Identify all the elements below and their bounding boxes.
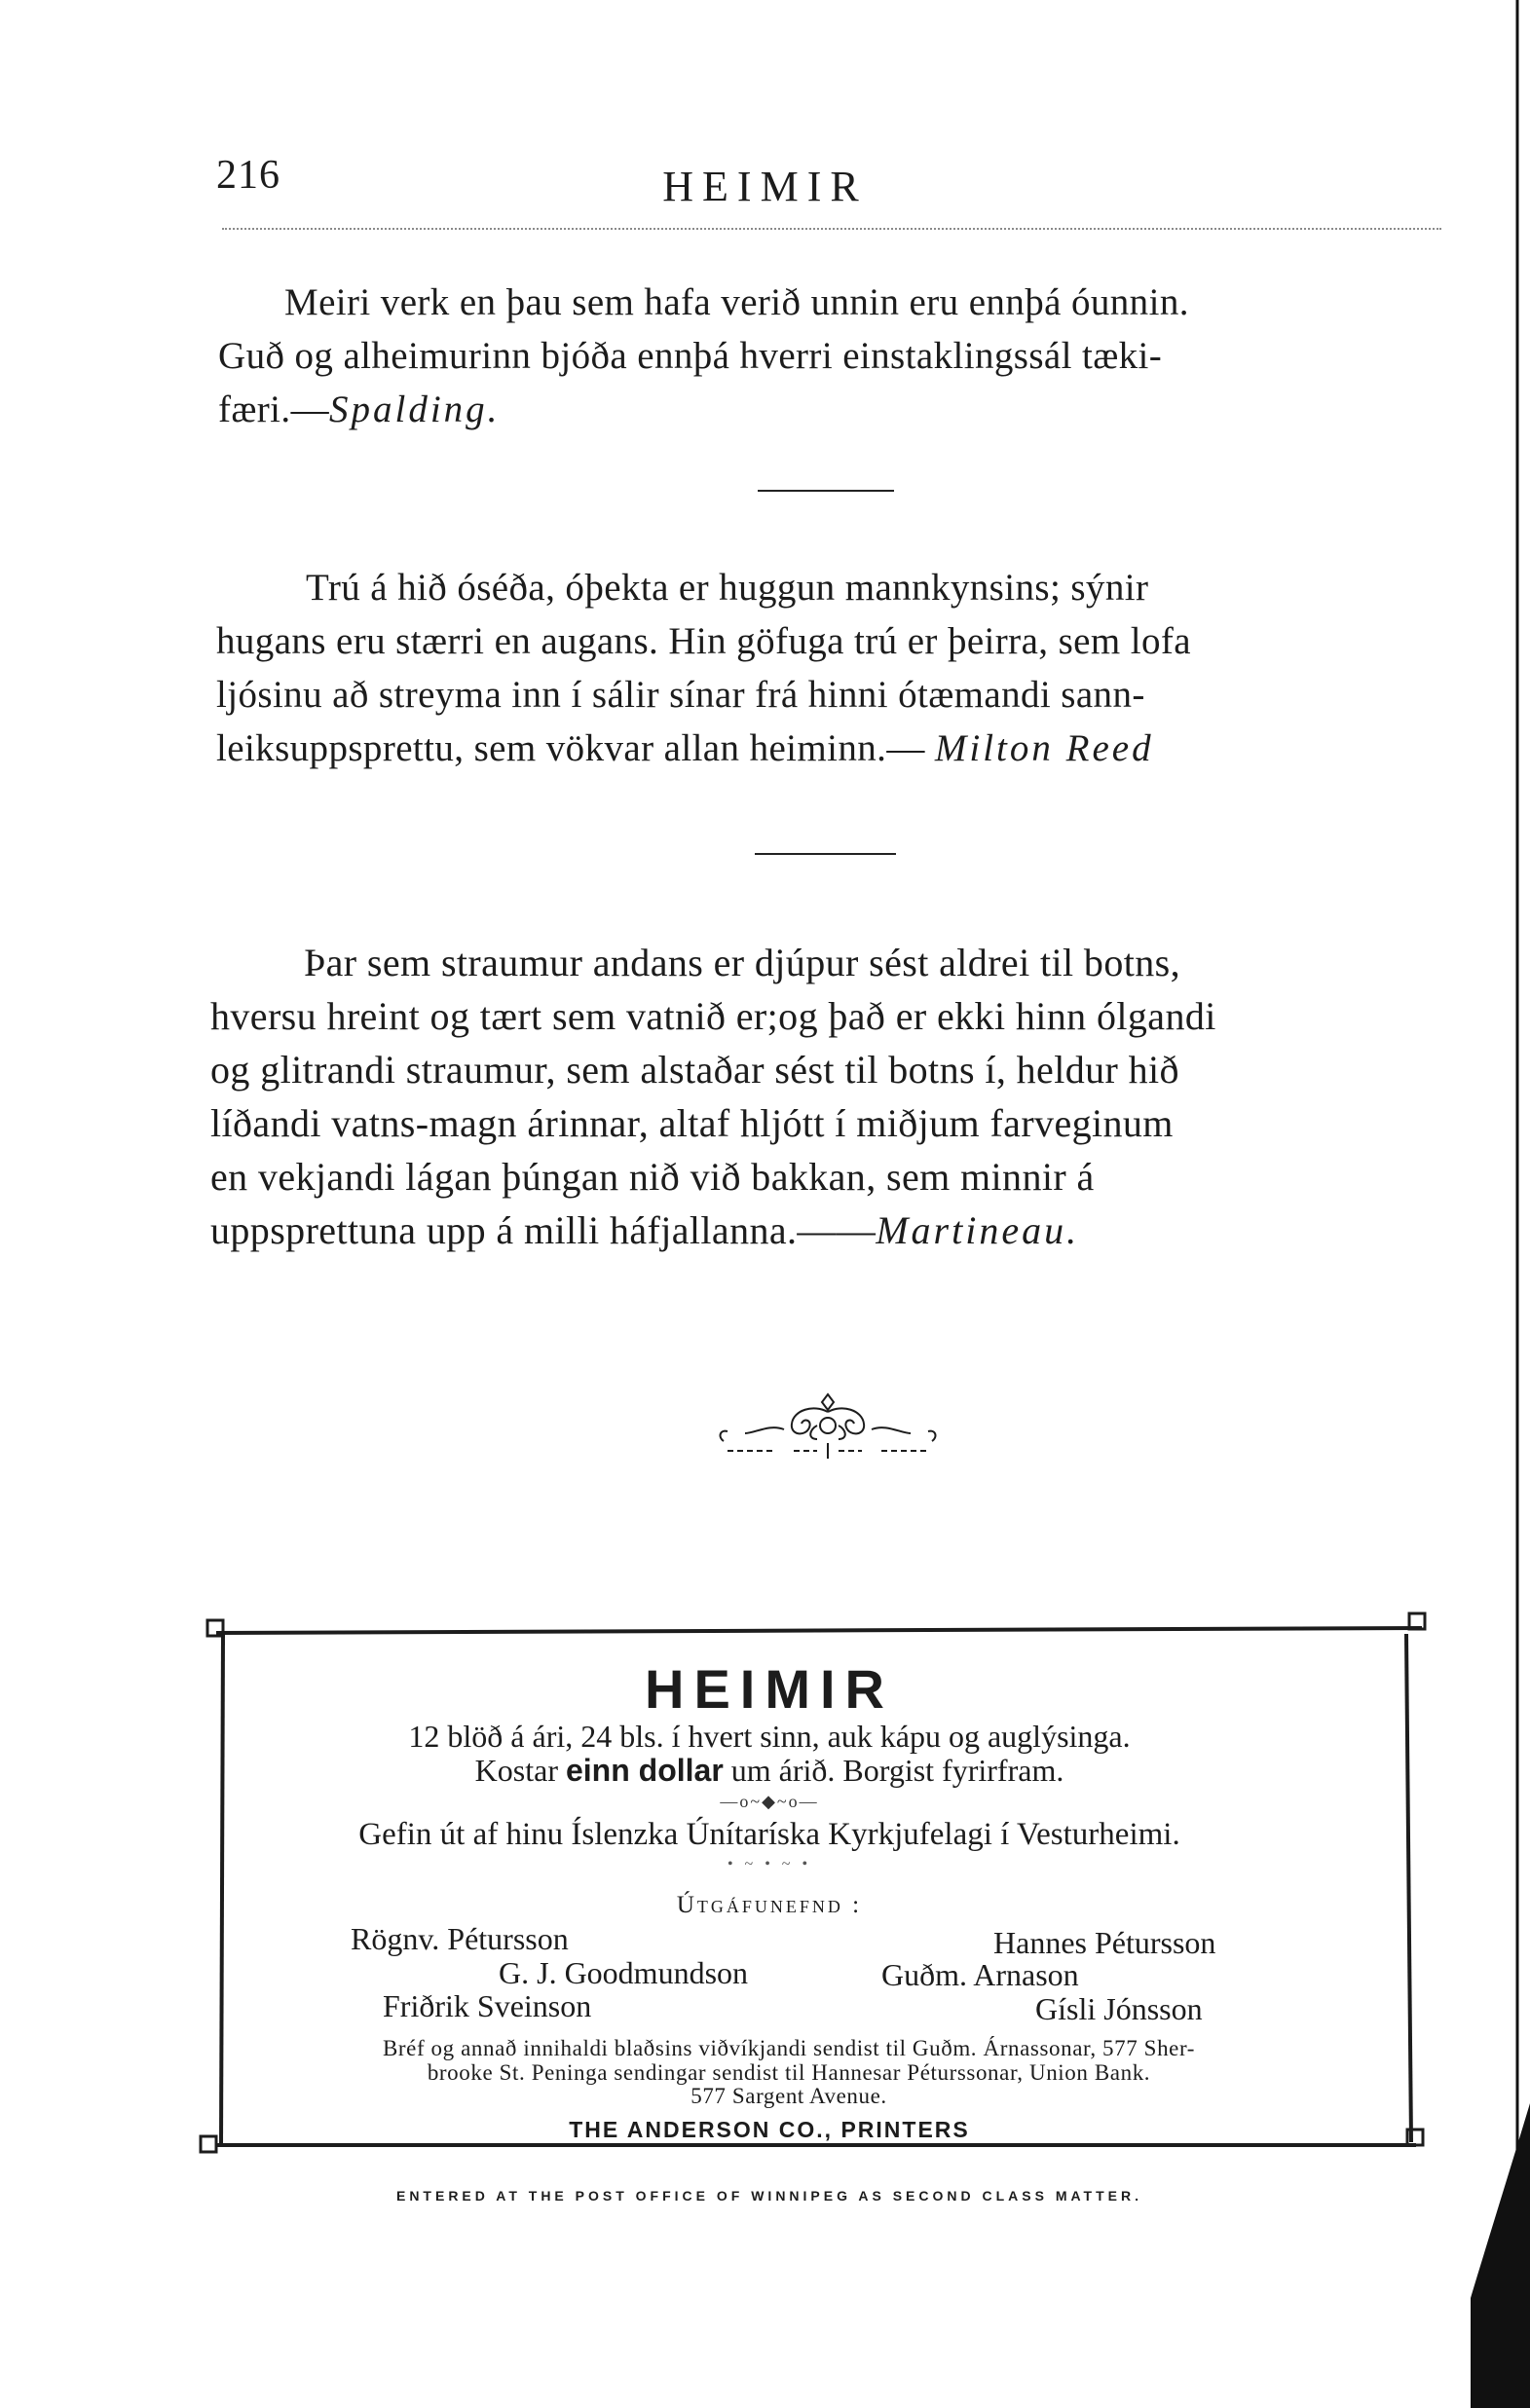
quote-line: hversu hreint og tært sem vatnið er;og það er ekki hinn ólgandi bbox=[210, 994, 1216, 1038]
printers-line: THE ANDERSON CO., PRINTERS bbox=[569, 2117, 970, 2142]
dots-ornament: • ~ • ~ • bbox=[727, 1856, 812, 1872]
editors-heading: Útgáfunefnd : bbox=[676, 1892, 863, 1918]
quote-line: færi.— bbox=[218, 389, 329, 430]
quote-line: Guð og alheimurinn bjóða ennþá hverri einstaklingssál tæki- bbox=[218, 335, 1163, 377]
page-number: 216 bbox=[216, 153, 280, 198]
price-pre: Kostar bbox=[474, 1753, 566, 1788]
quote-attribution: Martineau. bbox=[876, 1208, 1080, 1252]
editor-name: Gísli Jónsson bbox=[1035, 1991, 1203, 2026]
quote-line: ljósinu að streyma inn í sálir sínar frá hinni ótæmandi sann- bbox=[216, 674, 1145, 716]
header-rule bbox=[222, 228, 1441, 230]
price-line bbox=[214, 1753, 1325, 1788]
quote-spalding bbox=[218, 276, 1455, 436]
postal-notice: ENTERED AT THE POST OFFICE OF WINNIPEG AS SECOND CLASS MATTER. bbox=[395, 2188, 1142, 2204]
correspondence-line: brooke St. Peninga sendingar sendist til Hannesar Péturssonar, Union Bank. bbox=[427, 2060, 1151, 2085]
separator-rule bbox=[755, 853, 896, 855]
quote-martineau bbox=[210, 936, 1467, 1257]
publisher-line: Gefin út af hinu Íslenzka Únítaríska Kyrkjufelagi í Vesturheimi. bbox=[358, 1817, 1180, 1852]
editor-name: Guðm. Arnason bbox=[881, 1957, 1079, 1992]
quote-attribution: Spalding. bbox=[328, 389, 501, 430]
quote-line: Þar sem straumur andans er djúpur sést aldrei til botns, bbox=[304, 941, 1180, 984]
quote-line: líðandi vatns-magn árinnar, altaf hljótt í miðjum farveginum bbox=[210, 1101, 1174, 1145]
quote-line: uppsprettuna upp á milli háfjallanna.—— bbox=[210, 1208, 877, 1252]
imprint-ornament: —o~◆~o— bbox=[720, 1792, 819, 1811]
price-post: um árið. Borgist fyrirfram. bbox=[723, 1753, 1064, 1788]
quote-attribution: Milton Reed bbox=[934, 727, 1154, 769]
quote-line: og glitrandi straumur, sem alstaðar sést til botns í, heldur hið bbox=[210, 1048, 1179, 1092]
correspondence-line: Bréf og annað innihaldi blaðsins viðvíkjandi sendist til Guðm. Árnassonar, 577 Sher- bbox=[382, 2036, 1196, 2060]
quote-milton-reed bbox=[216, 561, 1453, 775]
editor-name: Friðrik Sveinson bbox=[383, 1988, 592, 2023]
page-edge-shadow bbox=[1471, 0, 1530, 2408]
quote-line: Trú á hið óséða, óþekta er huggun mannkynsins; sýnir bbox=[306, 567, 1149, 609]
fleuron-ornament-icon bbox=[716, 1390, 940, 1466]
imprint-masthead: HEIMIR bbox=[645, 1658, 894, 1720]
subscription-line: 12 blöð á ári, 24 bls. í hvert sinn, auk kápu og auglýsinga. bbox=[408, 1719, 1131, 1754]
editor-name: Rögnv. Pétursson bbox=[351, 1921, 569, 1956]
editor-name: Hannes Pétursson bbox=[993, 1925, 1216, 1960]
quote-line: hugans eru stærri en augans. Hin göfuga trú er þeirra, sem lofa bbox=[216, 620, 1191, 662]
editor-name: G. J. Goodmundson bbox=[499, 1955, 749, 1990]
quote-line: leiksuppsprettu, sem vökvar allan heiminn.— bbox=[216, 727, 935, 769]
running-title: HEIMIR bbox=[662, 163, 868, 210]
quote-line: en vekjandi lágan þúngan nið við bakkan, sem minnir á bbox=[210, 1155, 1095, 1199]
price-amount: einn dollar bbox=[565, 1753, 724, 1788]
correspondence-line: 577 Sargent Avenue. bbox=[690, 2084, 887, 2108]
separator-rule bbox=[758, 490, 894, 492]
quote-line: Meiri verk en þau sem hafa verið unnin eru ennþá óunnin. bbox=[284, 281, 1189, 323]
